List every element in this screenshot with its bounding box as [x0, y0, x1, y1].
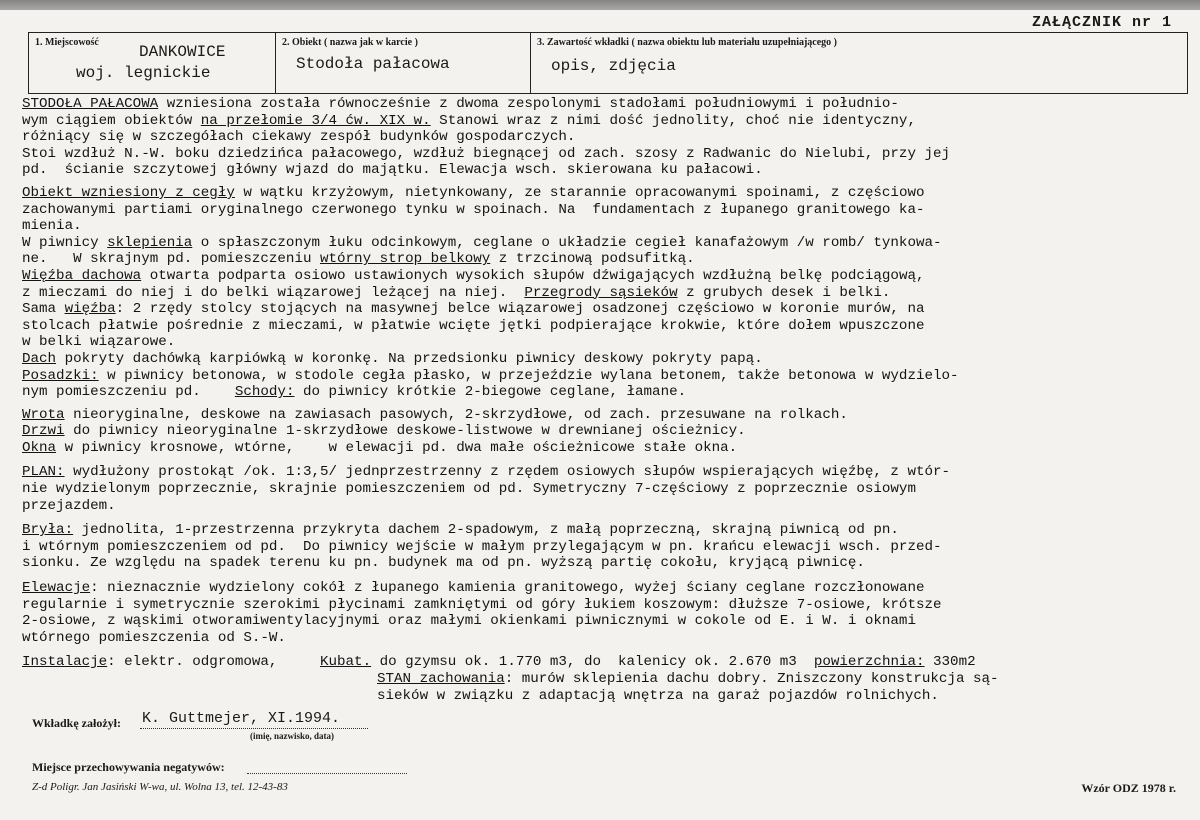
text-line: pd. ścianie szczytowej główny wjazd do majątku. Elewacja wsch. skierowana ku pałacowi. [22, 162, 763, 179]
text-line: wym ciągiem obiektów na przełomie 3/4 ćw. XIX w. Stanowi wraz z nimi dość jednolity, choć nie identyczny, [22, 112, 916, 129]
section-heading: Dach [22, 350, 57, 367]
form-model: Wzór ODZ 1978 r. [1081, 781, 1176, 795]
text-line: ne. W skrajnym pd. pomieszczeniu wtórny strop belkowy z trzcinową podsufitką. [22, 251, 695, 268]
text-line: nym pomieszczeniu pd. Schody: do piwnicy krótkie 2-biegowe ceglane, łamane. [22, 384, 687, 401]
text-line: Drzwi do piwnicy nieoryginalne 1-skrzydłowe deskowe-listwowe w drewnianej ościeżnicy. [22, 423, 746, 440]
field-contents-label: 3. Zawartość wkładki ( nazwa obiektu lub materiału uzupełniającego ) [537, 37, 838, 48]
text-line: Elewacje: nieznacznie wydzielony cokół z łupanego kamienia granitowego, wyżej ściany ceglane rozczłonowane [22, 580, 925, 597]
field-locality-value: DANKOWICE [139, 43, 226, 61]
text-line: z mieczami do niej i do belki wiązarowej leżącej na niej. Przegrody sąsieków z grubych desek i belki. [22, 284, 891, 301]
description-text [22, 96, 1194, 704]
section-heading: Posadzki: [22, 367, 99, 384]
text-line: Stoi wzdłuż N.-W. boku dziedzińca pałacowego, wzdłuż biegnącej od zach. szosy z Radwanic do Nielubi, przy jej [22, 145, 951, 162]
text-line: i wtórnym pomieszczeniem od pd. Do piwnicy wejście w małym przylegającym w pn. krańcu elewacji wsch. przed- [22, 538, 942, 555]
section-heading: Okna [22, 439, 57, 456]
text-line: sieków w związku z adaptacją wnętrza na garaż pojazdów rolnichych. [377, 687, 939, 704]
attachment-number: ZAŁĄCZNIK nr 1 [1031, 14, 1172, 31]
field-contents-value: opis, zdjęcia [551, 57, 676, 75]
field-locality [29, 33, 276, 93]
text-line: przejazdem. [22, 497, 116, 514]
text-line: sionku. Ze względu na spadek terenu ku pn. budynek ma od pn. wyższą partię cokołu, kryjącą piwnicę. [22, 555, 865, 572]
text-line: Więźba dachowa otwarta podparta osiowo ustawionych wysokich słupów dźwigających wzdłużną belkę podciągową, [22, 267, 925, 284]
text-line: Instalacje: elektr. odgromowa, Kubat. do gzymsu ok. 1.770 m3, do kalenicy ok. 2.670 m3 powierzchnia: 330m2 [22, 654, 976, 671]
field-object [276, 33, 531, 93]
section-heading: Elewacje [22, 580, 91, 597]
field-voivodeship-value: woj. legnickie [76, 64, 211, 82]
text-line: stolcach płatwie pośrednie z mieczami, w płatwie wcięte jętki podpierające krokwie, które dołem wpuszczone [22, 317, 925, 334]
text-line: 2-osiowe, z wąskimi otworamiwentylacyjnymi oraz małymi okienkami piwnicznymi w cokole od E. i W. i oknami [22, 613, 916, 630]
author-value: K. Guttmejer, XI.1994. [142, 710, 341, 727]
author-dotted-line [140, 728, 368, 729]
section-heading: Bryła: [22, 522, 74, 539]
text-line: Dach pokryty dachówką karpiówką w koronkę. Na przedsionku piwnicy deskowy pokryty papą. [22, 350, 763, 367]
field-object-label: 2. Obiekt ( nazwa jak w karcie ) [282, 37, 418, 48]
text-line: zachowanymi partiami oryginalnego czerwonego tynku w spoinach. Na fundamentach z łupanego granitowego ka- [22, 201, 925, 218]
text-line: Okna w piwnicy krosnowe, wtórne, w elewacji pd. dwa małe ościeżnicowe stałe okna. [22, 439, 738, 456]
text-line: W piwnicy sklepienia o spłaszczonym łuku odcinkowym, ceglane o układzie cegieł kanafażowym /w romb/ tynkowa- [22, 234, 942, 251]
field-contents [531, 33, 1187, 93]
text-line: Posadzki: w piwnicy betonowa, w stodole cegła płasko, w przejeździe wylana betonem, także betonowa w wydzielo- [22, 367, 959, 384]
text-line: Bryła: jednolita, 1-przestrzenna przykryta dachem 2-spadowym, z małą poprzeczną, skrajną piwnicą od pn. [22, 522, 899, 539]
text-line: PLAN: wydłużony prostokąt /ok. 1:3,5/ jednprzestrzenny z rzędem osiowych słupów wspierających więźbę, z wtór- [22, 464, 951, 481]
field-object-value: Stodoła pałacowa [296, 55, 450, 73]
torn-top-edge [0, 0, 1200, 10]
author-label: Wkładkę założył: [32, 716, 121, 730]
section-heading: Więźba dachowa [22, 267, 142, 284]
section-heading: Drzwi [22, 423, 65, 440]
text-line: Wrota nieoryginalne, deskowe na zawiasach pasowych, 2-skrzydłowe, od zach. przesuwane na rolkach. [22, 406, 848, 423]
section-heading: PLAN: [22, 464, 65, 481]
section-heading: STAN zachowania [377, 671, 505, 687]
text-line: regularnie i symetrycznie szerokimi płycinami zamkniętymi od góry łukiem koszowym: dłuższe 7-osiowe, krótsze [22, 596, 942, 613]
text-line: w belki wiązarowe. [22, 334, 176, 351]
text-line: Obiekt wzniesiony z cegły w wątku krzyżowym, nietynkowany, ze starannie opracowanymi spoinami, z częściowo [22, 184, 925, 201]
text-line: różniący się w szczegółach ciekawy zespół budynków gospodarczych. [22, 129, 576, 146]
text-line: wtórnego pomieszczenia od S.-W. [22, 629, 286, 646]
text-line: mienia. [22, 218, 82, 235]
field-locality-label: 1. Miejscowość [35, 37, 99, 48]
section-heading: Wrota [22, 406, 65, 423]
section-heading: Obiekt wzniesiony z cegły [22, 184, 235, 201]
header-fields [28, 32, 1188, 94]
text-line: STAN zachowania: murów sklepienia dachu dobry. Zniszczony konstrukcja są- [377, 671, 999, 687]
author-caption: (imię, nazwisko, data) [250, 731, 334, 741]
negatives-label: Miejsce przechowywania negatywów: [32, 760, 225, 774]
text-line: STODOŁA PAŁACOWA wzniesiona została równocześnie z dwoma zespolonymi stadołami południowymi i południo- [22, 96, 899, 112]
text-line: nie wydzielonym poprzecznie, skrajnie pomieszczeniem od pd. Symetryczny 7-częściowy z poprzecznie osiowym [22, 481, 916, 498]
negatives-dotted-line [247, 773, 407, 774]
text-line: Sama więźba: 2 rzędy stolcy stojących na masywnej belce wiązarowej osadzonej częściowo w koronie murów, na [22, 301, 925, 318]
section-heading: STODOŁA PAŁACOWA [22, 96, 159, 112]
printer-imprint: Z-d Poligr. Jan Jasiński W-wa, ul. Wolna 13, tel. 12-43-83 [32, 781, 288, 793]
section-heading: Instalacje [22, 654, 108, 671]
